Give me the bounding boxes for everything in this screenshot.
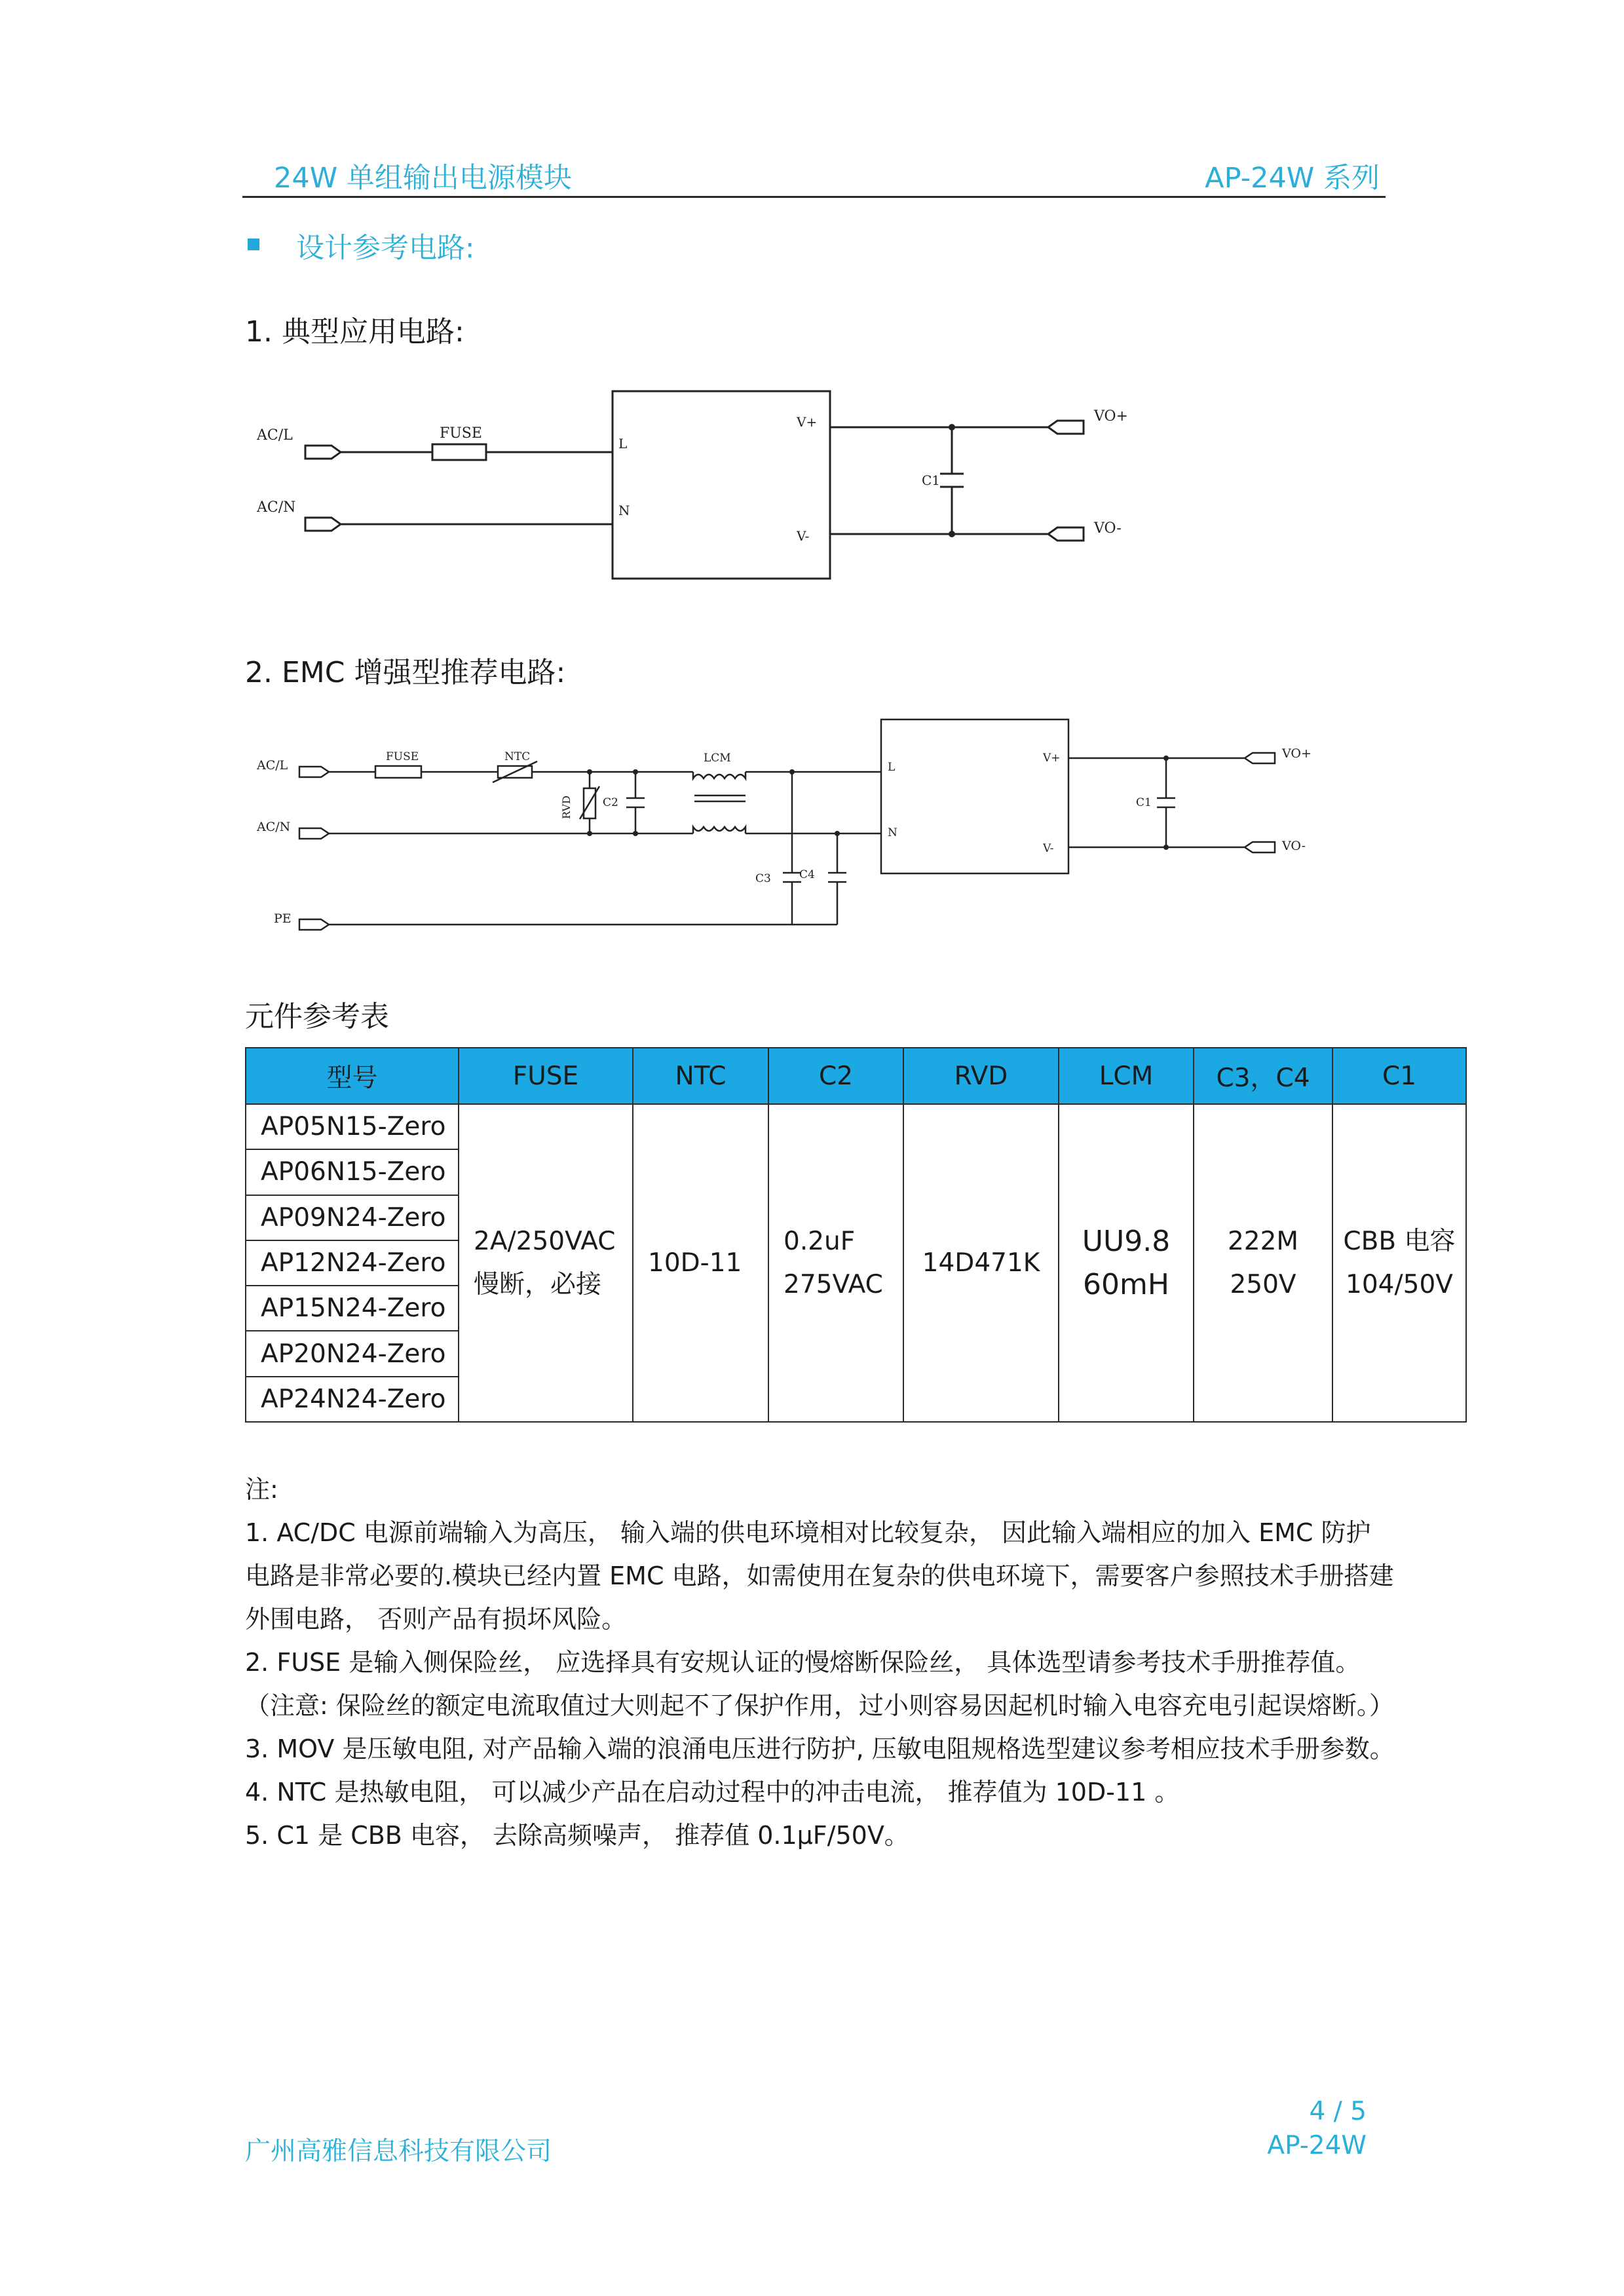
section-bullet-icon — [248, 239, 259, 250]
note-line: 3. MOV 是压敏电阻, 对产品输入端的浪涌电压进行防护, 压敏电阻规格选型建议参考相应技术手册参数。 — [245, 1734, 1395, 1763]
label-l: L — [618, 436, 628, 451]
note-line: 1. AC/DC 电源前端输入为高压， 输入端的供电环境相对比较复杂， 因此输入端相应的加入 EMC 防护 — [245, 1518, 1371, 1547]
label-vplus: V+ — [797, 414, 818, 430]
model-cell: AP05N15-Zero — [246, 1104, 459, 1149]
note-line: 电路是非常必要的.模块已经内置 EMC 电路，如需使用在复杂的供电环境下，需要客户参照技术手册搭建 — [245, 1561, 1394, 1590]
lcm-cell — [1059, 1104, 1194, 1422]
label-c2: C2 — [603, 796, 618, 809]
table-row — [246, 1104, 1466, 1149]
vo-plus-connector — [1048, 421, 1084, 434]
rvd-cell: 14D471K — [903, 1104, 1059, 1422]
table-header-row — [246, 1048, 1466, 1104]
header-series: AP-24W 系列 — [1205, 162, 1380, 195]
footer-page-number: 4 / 5 — [1309, 2097, 1367, 2126]
label-ntc: NTC — [504, 750, 531, 763]
label-ac-l: AC/L — [257, 758, 288, 773]
label-n: N — [888, 826, 897, 839]
ac-n-connector — [305, 518, 341, 531]
label-vo-plus: VO+ — [1094, 408, 1128, 425]
header-ntc: NTC — [633, 1048, 768, 1104]
note-line: 外围电路， 否则产品有损坏风险。 — [245, 1605, 627, 1634]
header-rule — [242, 196, 1386, 198]
model-cell: AP12N24-Zero — [246, 1240, 459, 1286]
note-line: 4. NTC 是热敏电阻， 可以减少产品在启动过程中的冲击电流， 推荐值为 10D-11 。 — [245, 1778, 1180, 1807]
header-c1: C1 — [1332, 1048, 1466, 1104]
fuse-symbol — [375, 766, 421, 778]
emc-enhanced-circuit — [249, 714, 1336, 950]
notes-section — [245, 1468, 1411, 1857]
label-ac-n: AC/N — [257, 499, 296, 516]
label-vminus: V- — [1043, 842, 1054, 855]
label-c4: C4 — [799, 868, 815, 881]
label-vplus: V+ — [1043, 752, 1061, 765]
label-c1: C1 — [1136, 796, 1152, 809]
model-cell: AP20N24-Zero — [246, 1331, 459, 1376]
label-fuse: FUSE — [386, 750, 419, 763]
lcm-core: UU9.8 — [1082, 1224, 1171, 1258]
header-rvd: RVD — [903, 1048, 1059, 1104]
label-pe: PE — [274, 911, 292, 926]
c3c4-cell — [1194, 1104, 1332, 1422]
vo-minus-connector — [1048, 527, 1084, 541]
section-title: 设计参考电路: — [296, 232, 475, 265]
c3c4-voltage: 250V — [1230, 1269, 1296, 1299]
circuit1-heading: 1. 典型应用电路: — [245, 315, 464, 349]
label-vo-minus: VO- — [1282, 839, 1306, 853]
fuse-rating: 2A/250VAC — [474, 1226, 616, 1256]
circuit2-heading: 2. EMC 增强型推荐电路: — [245, 656, 566, 689]
lcm-inductance: 60mH — [1083, 1267, 1169, 1301]
notes-title: 注: — [245, 1475, 278, 1504]
fuse-note: 慢断，必接 — [474, 1269, 602, 1299]
parts-table-caption: 元件参考表 — [245, 1000, 389, 1033]
label-vminus: V- — [797, 528, 810, 544]
label-ac-n: AC/N — [257, 820, 291, 834]
c2-capacitance: 0.2uF — [784, 1226, 856, 1256]
header-lcm: LCM — [1059, 1048, 1194, 1104]
note-line: 2. FUSE 是输入侧保险丝， 应选择具有安规认证的慢熔断保险丝， 具体选型请参考技术手册推荐值。 — [245, 1648, 1361, 1677]
label-lcm: LCM — [704, 752, 731, 765]
c1-type: CBB 电容 — [1343, 1226, 1456, 1256]
label-n: N — [618, 503, 630, 518]
label-c3: C3 — [755, 872, 771, 885]
c1-value: 104/50V — [1346, 1269, 1453, 1299]
model-cell: AP15N24-Zero — [246, 1286, 459, 1331]
label-l: L — [888, 761, 896, 774]
label-rvd: RVD — [560, 795, 573, 819]
fuse-cell — [459, 1104, 633, 1422]
model-cell: AP06N15-Zero — [246, 1149, 459, 1195]
typical-application-circuit — [249, 380, 1153, 590]
footer-series: AP-24W — [1267, 2131, 1367, 2160]
ac-l-connector — [305, 446, 341, 459]
header-c2: C2 — [768, 1048, 903, 1104]
label-vo-plus: VO+ — [1282, 746, 1312, 761]
note-line: 5. C1 是 CBB 电容， 去除高频噪声， 推荐值 0.1μF/50V。 — [245, 1821, 909, 1850]
label-ac-l: AC/L — [257, 427, 293, 444]
c1-cell — [1332, 1104, 1466, 1422]
c3c4-code: 222M — [1227, 1226, 1299, 1256]
label-vo-minus: VO- — [1094, 520, 1122, 537]
power-module-box — [881, 719, 1068, 873]
label-fuse: FUSE — [440, 425, 482, 442]
label-c1: C1 — [922, 472, 941, 488]
c2-cell — [768, 1104, 903, 1422]
model-cell: AP24N24-Zero — [246, 1377, 459, 1422]
footer-company: 广州高雅信息科技有限公司 — [245, 2137, 552, 2166]
header-model: 型号 — [246, 1048, 459, 1104]
c2-voltage: 275VAC — [784, 1269, 883, 1299]
note-line: （注意: 保险丝的额定电流取值过大则起不了保护作用，过小则容易因起机时输入电容充电引起误熔断。） — [245, 1691, 1394, 1720]
ntc-cell: 10D-11 — [633, 1104, 768, 1422]
header-title: 24W 单组输出电源模块 — [274, 162, 572, 195]
parts-reference-table — [245, 1047, 1467, 1423]
fuse-symbol — [432, 444, 486, 460]
header-c3c4: C3，C4 — [1194, 1048, 1332, 1104]
header-fuse: FUSE — [459, 1048, 633, 1104]
model-cell: AP09N24-Zero — [246, 1195, 459, 1240]
